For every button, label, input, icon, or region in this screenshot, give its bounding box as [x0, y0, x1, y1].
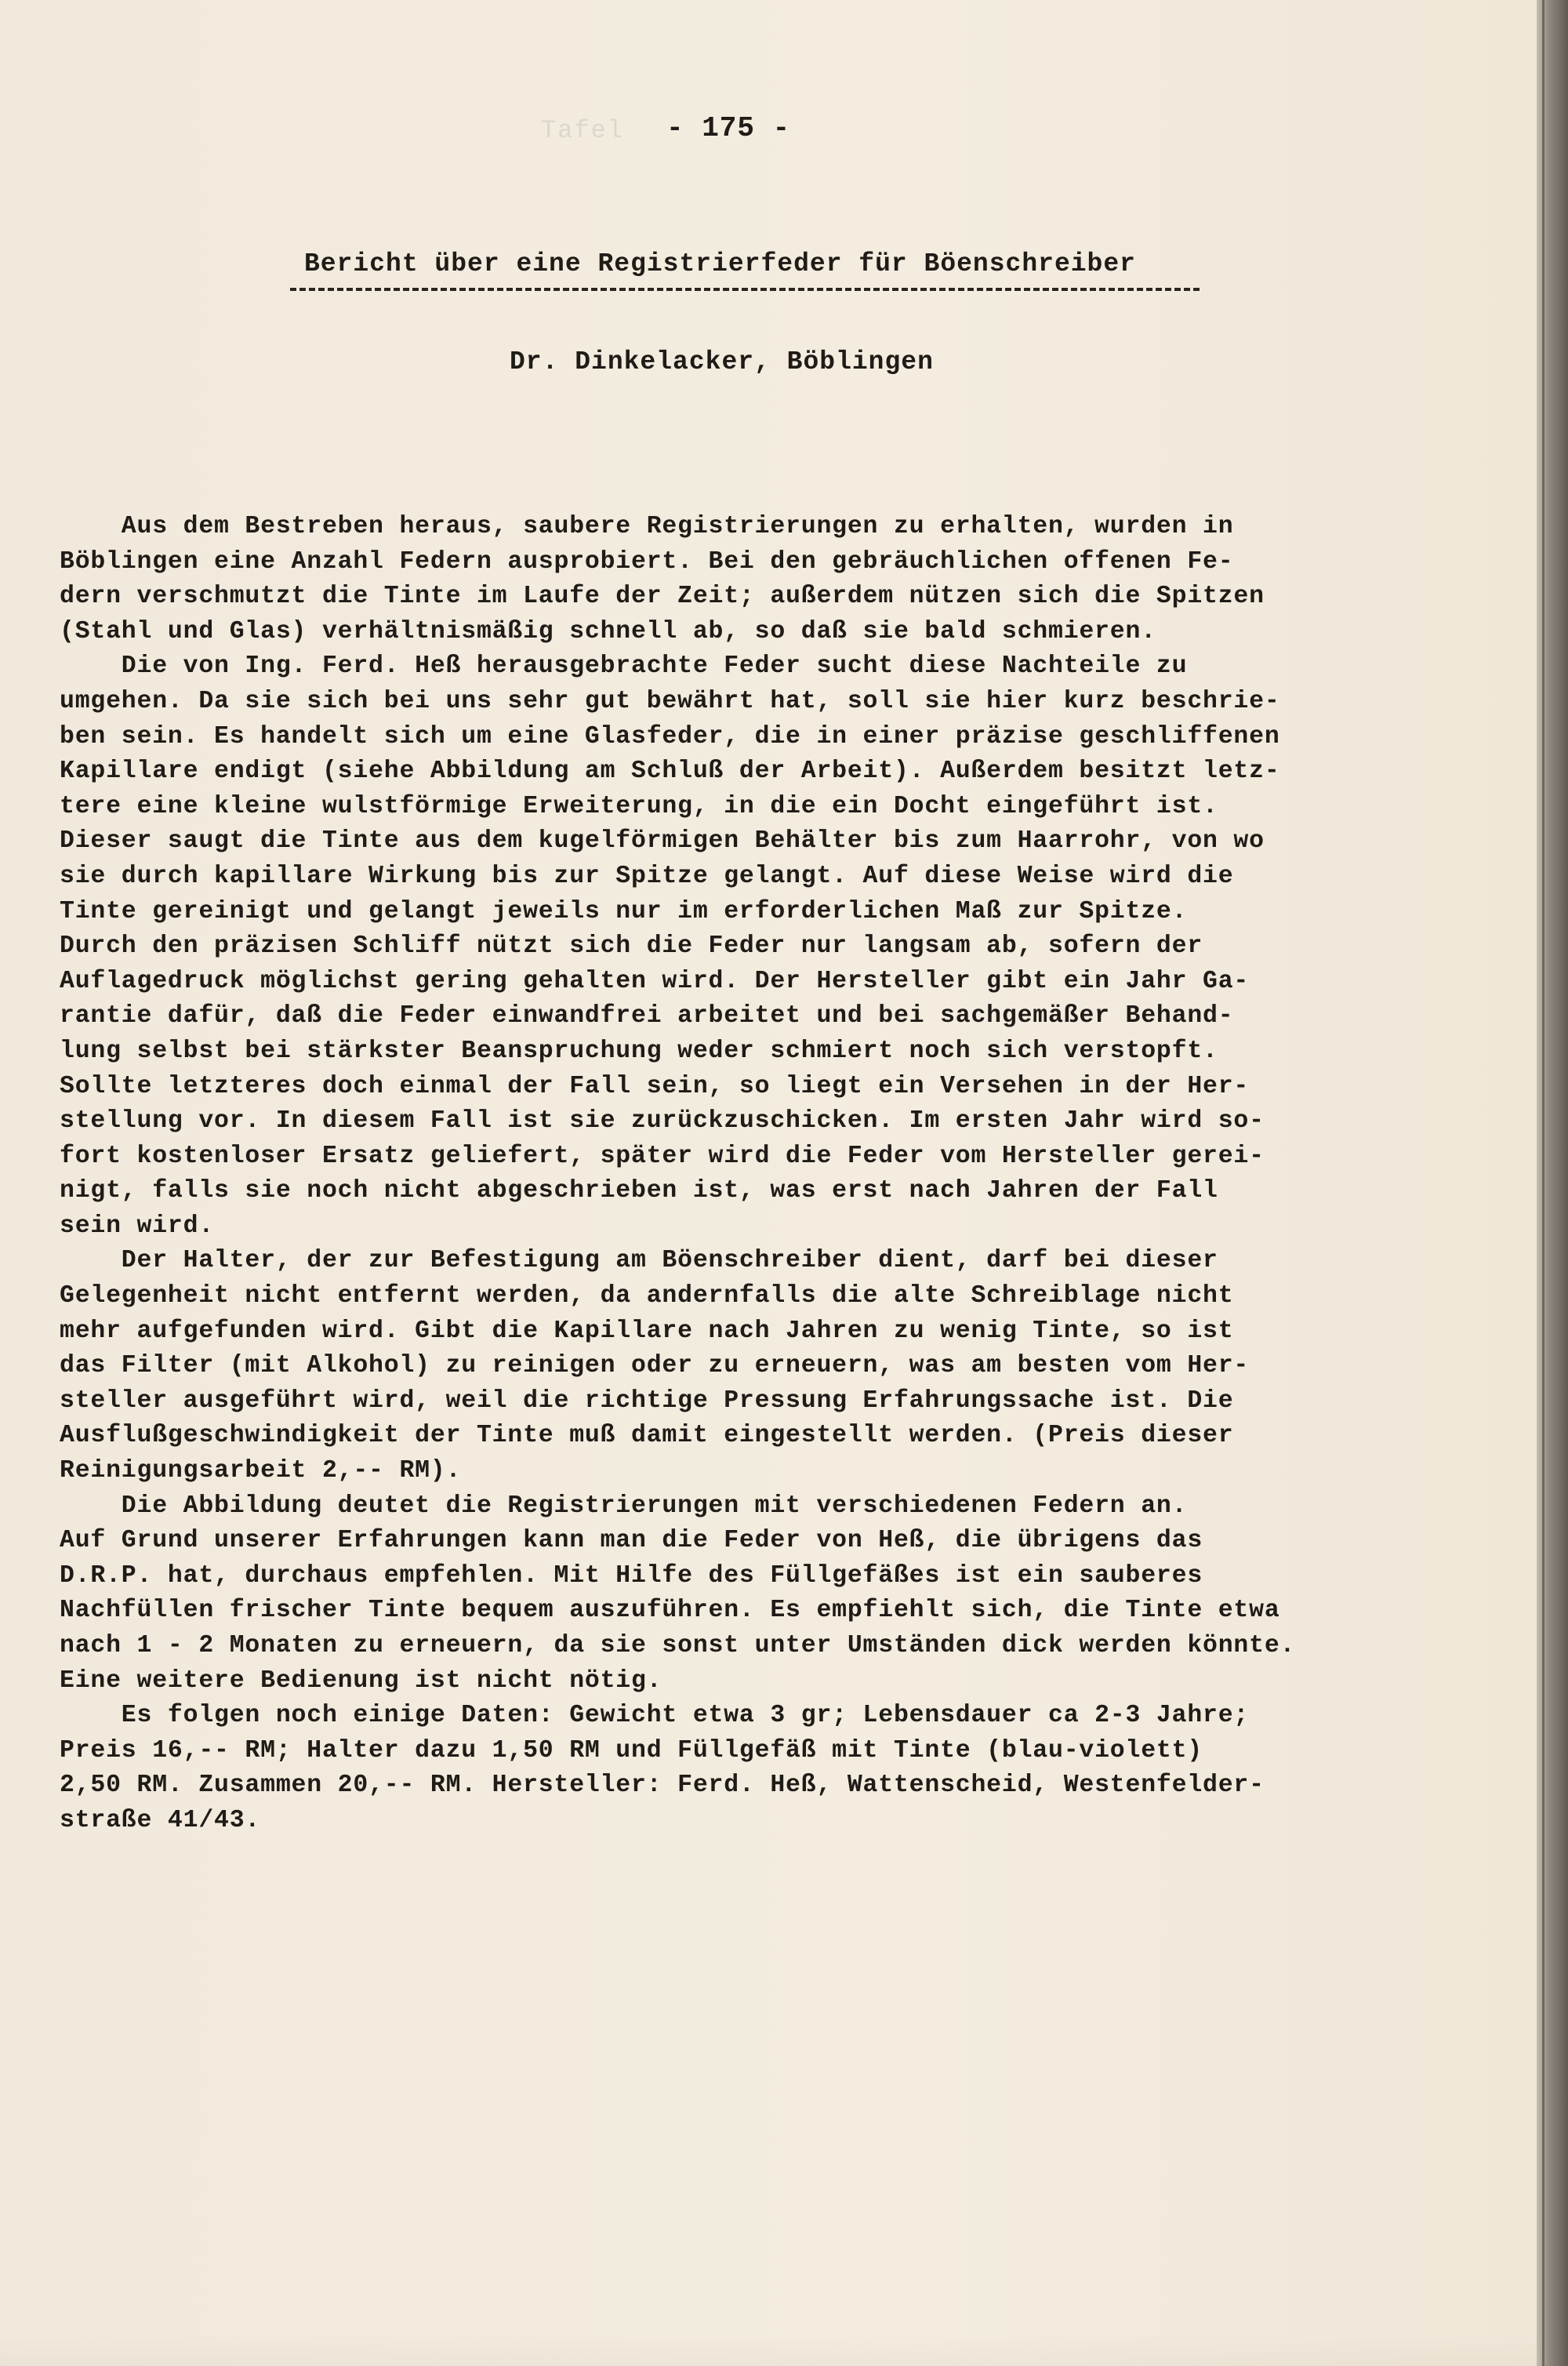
text-line: fort kostenloser Ersatz geliefert, später wird die Feder vom Hersteller gerei- — [60, 1142, 1265, 1170]
text-line: rantie dafür, daß die Feder einwandfrei arbeitet und bei sachgemäßer Behand- — [60, 1002, 1234, 1030]
text-line: straße 41/43. — [60, 1806, 261, 1834]
text-line: steller ausgeführt wird, weil die richtige Pressung Erfahrungssache ist. Die — [60, 1387, 1234, 1415]
text-line: tere eine kleine wulstförmige Erweiterung, in die ein Docht eingeführt ist. — [60, 792, 1218, 820]
text-line: Die Abbildung deutet die Registrierungen mit verschiedenen Federn an. — [60, 1492, 1188, 1520]
page-number: - 175 - — [666, 112, 791, 144]
text-line: Aus dem Bestreben heraus, saubere Registrierungen zu erhalten, wurden in — [60, 513, 1234, 540]
text-line: D.R.P. hat, durchaus empfehlen. Mit Hilfe des Füllgefäßes ist ein sauberes — [60, 1561, 1203, 1590]
title-underline — [290, 288, 1200, 291]
text-line: sie durch kapillare Wirkung bis zur Spitze gelangt. Auf diese Weise wird die — [60, 862, 1234, 890]
ghost-imprint: Tafel — [541, 116, 625, 145]
text-line: lung selbst bei stärkster Beanspruchung weder schmiert noch sich verstopft. — [60, 1037, 1218, 1065]
text-line: Tinte gereinigt und gelangt jeweils nur im erforderlichen Maß zur Spitze. — [60, 897, 1188, 925]
text-line: Gelegenheit nicht entfernt werden, da andernfalls die alte Schreiblage nicht — [60, 1282, 1234, 1310]
text-line: Der Halter, der zur Befestigung am Böenschreiber dient, darf bei dieser — [60, 1247, 1218, 1275]
text-line: stellung vor. In diesem Fall ist sie zurückzuschicken. Im ersten Jahr wird so- — [60, 1107, 1265, 1136]
text-line: Auf Grund unserer Erfahrungen kann man die Feder von Heß, die übrigens das — [60, 1527, 1203, 1555]
author-line: Dr. Dinkelacker, Böblingen — [510, 347, 934, 376]
text-line: Es folgen noch einige Daten: Gewicht etwa 3 gr; Lebensdauer ca 2-3 Jahre; — [60, 1702, 1250, 1730]
text-line: Eine weitere Bedienung ist nicht nötig. — [60, 1666, 662, 1695]
text-line: sein wird. — [60, 1212, 215, 1240]
text-line: das Filter (mit Alkohol) zu reinigen oder zu erneuern, was am besten vom Her- — [60, 1352, 1250, 1380]
text-line: Dieser saugt die Tinte aus dem kugelförmigen Behälter bis zum Haarrohr, von wo — [60, 827, 1265, 856]
text-line: Reinigungsarbeit 2,-- RM). — [60, 1457, 462, 1485]
text-line: Durch den präzisen Schliff nützt sich die Feder nur langsam ab, sofern der — [60, 932, 1203, 961]
text-line: dern verschmutzt die Tinte im Laufe der Zeit; außerdem nützen sich die Spitzen — [60, 583, 1265, 611]
body-text — [60, 510, 1451, 1839]
binding-edge — [1537, 0, 1568, 2366]
text-line: nigt, falls sie noch nicht abgeschrieben ist, was erst nach Jahren der Fall — [60, 1177, 1218, 1205]
document-title: Bericht über eine Registrierfeder für Böenschreiber — [304, 249, 1136, 278]
page-bottom-shadow — [0, 2335, 1537, 2366]
binding-line — [1542, 0, 1544, 2366]
text-line: Sollte letzteres doch einmal der Fall sein, so liegt ein Versehen in der Her- — [60, 1072, 1250, 1100]
text-line: Böblingen eine Anzahl Federn ausprobiert. Bei den gebräuchlichen offenen Fe- — [60, 547, 1234, 576]
text-line: 2,50 RM. Zusammen 20,-- RM. Hersteller: Ferd. Heß, Wattenscheid, Westenfelder- — [60, 1772, 1265, 1800]
text-line: Auflagedruck möglichst gering gehalten wird. Der Hersteller gibt ein Jahr Ga- — [60, 967, 1250, 995]
text-line: Nachfüllen frischer Tinte bequem auszuführen. Es empfiehlt sich, die Tinte etwa — [60, 1597, 1280, 1625]
text-line: nach 1 - 2 Monaten zu erneuern, da sie sonst unter Umständen dick werden könnte. — [60, 1632, 1296, 1659]
text-line: umgehen. Da sie sich bei uns sehr gut bewährt hat, soll sie hier kurz beschrie- — [60, 687, 1280, 715]
text-line: Kapillare endigt (siehe Abbildung am Schluß der Arbeit). Außerdem besitzt letz- — [60, 758, 1280, 786]
text-line: mehr aufgefunden wird. Gibt die Kapillare nach Jahren zu wenig Tinte, so ist — [60, 1317, 1234, 1345]
text-line: (Stahl und Glas) verhältnismäßig schnell ab, so daß sie bald schmieren. — [60, 617, 1156, 645]
text-line: Preis 16,-- RM; Halter dazu 1,50 RM und Füllgefäß mit Tinte (blau-violett) — [60, 1736, 1203, 1765]
text-line: Die von Ing. Ferd. Heß herausgebrachte Feder sucht diese Nachteile zu — [60, 652, 1188, 681]
text-line: Ausflußgeschwindigkeit der Tinte muß damit eingestellt werden. (Preis dieser — [60, 1422, 1234, 1450]
text-line: ben sein. Es handelt sich um eine Glasfeder, die in einer präzise geschliffenen — [60, 722, 1280, 751]
